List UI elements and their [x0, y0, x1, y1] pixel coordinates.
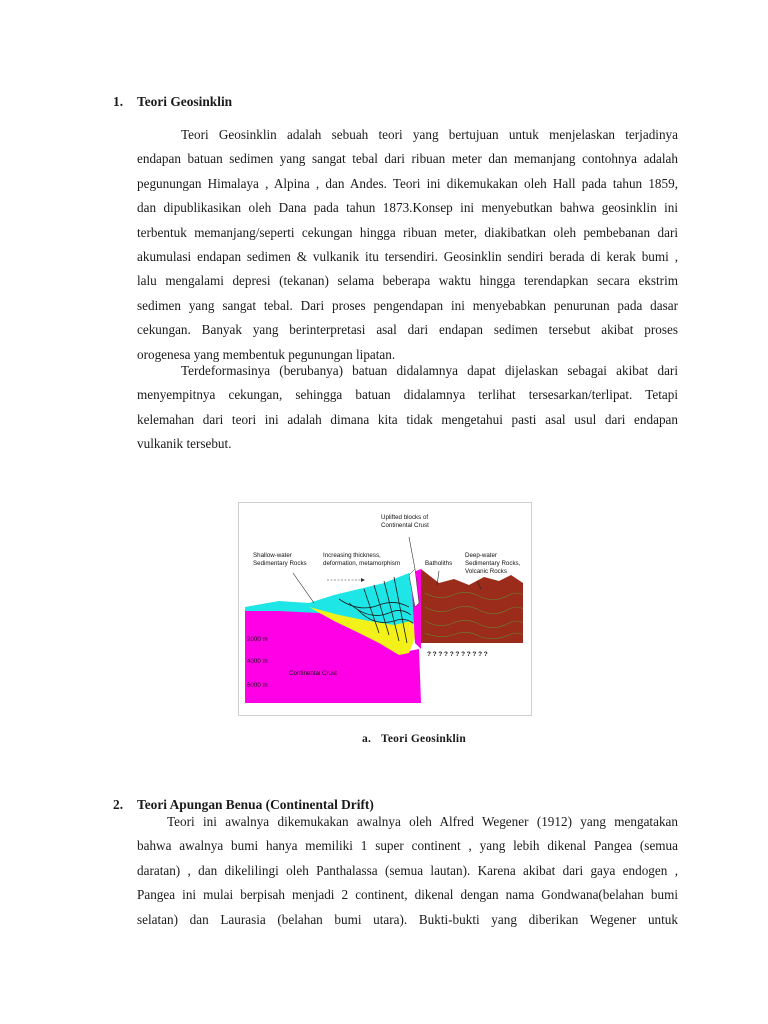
- label-shallow-1: Shallow-water: [253, 552, 292, 559]
- section-1-heading: [113, 94, 232, 110]
- paragraph-line: akumulasi endapan sedimen & vulkanik itu tersendiri. Geosinklin sendiri berada di kerak bumi ,: [137, 249, 678, 265]
- label-deep-1: Deep-water: [465, 552, 497, 559]
- section-2-paragraph: [137, 810, 678, 932]
- paragraph-line: Teori Geosinklin adalah sebuah teori yang bertujuan untuk menjelaskan terjadinya: [181, 127, 678, 142]
- label-deep-2: Sedimentary Rocks,: [465, 560, 521, 567]
- paragraph-line: Teori ini awalnya dikemukakan awalnya oleh Alfred Wegener (1912) yang mengatakan: [167, 814, 678, 829]
- paragraph-line: cekungan. Banyak yang berinterpretasi asal dari endapan sedimen tersebut akibat proses: [137, 322, 678, 338]
- caption-label: a.: [362, 733, 372, 745]
- label-unknown: ? ? ? ? ? ? ? ? ? ? ?: [427, 651, 488, 658]
- paragraph-line: pegunungan Himalaya , Alpina , dan Andes. Teori ini dikemukakan oleh Hall pada tahun 1859,: [137, 175, 678, 191]
- caption-text: Teori Geosinklin: [381, 733, 466, 745]
- label-depth-2000: 2000 m: [247, 636, 268, 643]
- label-deep-3: Volcanic Rocks: [465, 568, 507, 575]
- paragraph-line: lalu mengalami depresi (tekanan) selama beberapa waktu hingga terendapkan secara ekstrim: [137, 273, 678, 289]
- deep-water-sediments: [421, 569, 523, 643]
- paragraph-line: kelemahan dari teori ini adalah dimana kita tidak mengetahui pasti asal usul dari endapan: [137, 411, 678, 427]
- paragraph-line: vulkanik tersebut.: [137, 436, 232, 452]
- section-1-paragraph-2: [137, 359, 678, 457]
- label-batholiths: Batholiths: [425, 560, 453, 567]
- figure-caption: [362, 733, 466, 745]
- paragraph-line: terbentuk memanjang/seperti cekungan hingga ribuan meter, diakibatkan oleh pembebanan dari: [137, 224, 678, 240]
- paragraph-line: Pangea ini mulai berpisah menjadi 2 continent, dikenal dengan nama Gondwana(belahan bumi: [137, 887, 678, 903]
- label-depth-6000: 6000 m: [247, 682, 268, 689]
- paragraph-line: selatan) dan Laurasia (belahan bumi utara). Bukti-bukti yang diberikan Wegener untuk: [137, 911, 678, 927]
- paragraph-line: bahwa awalnya bumi hanya memiliki 1 super continent , yang lebih dikenal Pangea (semua: [137, 838, 678, 854]
- section-2-title: Teori Apungan Benua (Continental Drift): [137, 797, 374, 812]
- section-1-title: Teori Geosinklin: [137, 94, 233, 109]
- label-uplifted-2: Continental Crust: [381, 522, 429, 529]
- label-uplifted-1: Uplifted blocks of: [381, 514, 429, 521]
- label-depth-4000: 4000 m: [247, 658, 268, 665]
- paragraph-line: endapan batuan sedimen yang sangat tebal dari ribuan meter dan memanjang contohnya adalah: [137, 151, 678, 167]
- section-1-number: 1.: [113, 94, 124, 109]
- section-2-number: 2.: [113, 797, 124, 812]
- geosyncline-diagram: [239, 503, 531, 715]
- label-shallow-2: Sedimentary Rocks: [253, 560, 307, 567]
- paragraph-line: orogenesa yang membentuk pegunungan lipatan.: [137, 346, 396, 362]
- label-increasing-2: deformation, metamorphism: [323, 560, 401, 567]
- paragraph-line: menyempitnya cekungan, sehingga batuan didalamnya terlihat tersesarkan/terlipat. Tetapi: [137, 387, 678, 403]
- paragraph-line: daratan) , dan dikelilingi oleh Panthalassa (semua lautan). Karena akibat dari gaya endogen ,: [137, 862, 678, 878]
- geosyncline-figure: [238, 502, 532, 716]
- paragraph-line: sedimen yang sangat tebal. Dari proses pengendapan ini menyebabkan penurunan pada dasar: [137, 297, 678, 313]
- section-1-paragraph-1: [137, 123, 678, 367]
- paragraph-line: Terdeformasinya (berubanya) batuan didalamnya dapat dijelaskan sebagai akibat dari: [181, 363, 678, 378]
- paragraph-line: dan dipublikasikan oleh Dana pada tahun 1873.Konsep ini menyebutkan bahwa geosinklin ini: [137, 200, 678, 216]
- label-continental-crust: Continental Crust: [289, 670, 337, 677]
- label-increasing-1: Increasing thickness,: [323, 552, 381, 559]
- arrowhead-icon: [361, 578, 365, 582]
